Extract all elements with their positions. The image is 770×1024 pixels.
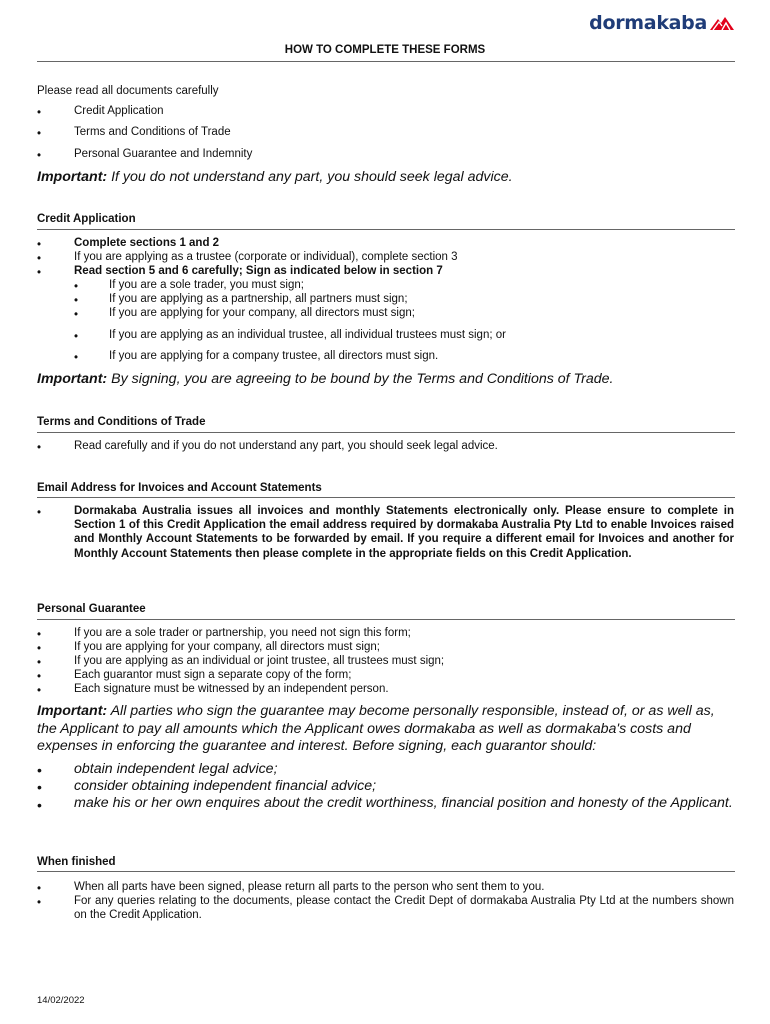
important-label: Important: bbox=[37, 169, 108, 185]
list-item: Each guarantor must sign a separate copy of the form; bbox=[74, 669, 352, 681]
sub-list-item: If you are applying as a partnership, all partners must sign; bbox=[109, 293, 408, 305]
footer-date: 14/02/2022 bbox=[37, 995, 85, 1006]
list-item: Credit Application bbox=[74, 105, 164, 117]
list-item: If you are applying as a trustee (corporate or individual), complete section 3 bbox=[74, 251, 458, 263]
list-item: If you are a sole trader or partnership, you need not sign this form; bbox=[74, 627, 411, 639]
dormakaba-logo bbox=[589, 12, 734, 34]
bullet: • bbox=[37, 671, 42, 683]
bullet: • bbox=[37, 685, 42, 697]
section-divider bbox=[37, 497, 735, 498]
sub-list-item: If you are applying for your company, all directors must sign; bbox=[109, 307, 415, 319]
list-item: Read section 5 and 6 carefully; Sign as indicated below in section 7 bbox=[74, 265, 443, 277]
section-divider bbox=[37, 229, 735, 230]
logo-mark-icon bbox=[710, 16, 734, 30]
sub-list-item: If you are a sole trader, you must sign; bbox=[109, 279, 304, 291]
bullet: • bbox=[74, 331, 79, 343]
bullet: • bbox=[37, 629, 42, 641]
important-text: If you do not understand any part, you should seek legal advice. bbox=[111, 169, 513, 185]
bullet: • bbox=[37, 253, 42, 265]
important-list-item: consider obtaining independent financial advice; bbox=[74, 778, 377, 794]
bullet: • bbox=[74, 295, 79, 307]
bullet: • bbox=[74, 281, 79, 293]
section-heading: Personal Guarantee bbox=[37, 603, 146, 615]
bullet: • bbox=[37, 239, 42, 251]
important-text: By signing, you are agreeing to be bound by the Terms and Conditions of Trade. bbox=[111, 371, 614, 387]
section-divider bbox=[37, 619, 735, 620]
bullet: • bbox=[37, 797, 42, 813]
important-text: All parties who sign the guarantee may become personally responsible, instead of, or as well as, the Applicant to pay all amounts which the Applicant owes dormakaba as well as dormakaba's costs and expenses in enforcing the guarantee and interest. Before signing, each guarantor should: bbox=[37, 703, 715, 754]
bullet: • bbox=[74, 309, 79, 321]
bullet: • bbox=[37, 267, 42, 279]
bullet: • bbox=[37, 779, 42, 795]
list-item: When all parts have been signed, please return all parts to the person who sent them to you. bbox=[74, 881, 545, 893]
list-item: Terms and Conditions of Trade bbox=[74, 126, 231, 138]
section-divider bbox=[37, 871, 735, 872]
bullet: • bbox=[37, 107, 42, 119]
bullet: • bbox=[37, 150, 42, 162]
list-item: For any queries relating to the documents, please contact the Credit Dept of dormakaba Australia Pty Ltd at the numbers shown on the Credit Application. bbox=[74, 895, 734, 922]
bullet: • bbox=[37, 897, 42, 909]
title-divider bbox=[37, 61, 735, 62]
section-heading: Terms and Conditions of Trade bbox=[37, 416, 206, 428]
important-label: Important: bbox=[37, 371, 108, 387]
bullet: • bbox=[74, 352, 79, 364]
sub-list-item: If you are applying for a company trustee, all directors must sign. bbox=[109, 350, 439, 362]
logo-text: dormakaba bbox=[589, 12, 707, 34]
list-item: Personal Guarantee and Indemnity bbox=[74, 148, 253, 160]
important-note bbox=[37, 703, 735, 756]
list-item: If you are applying as an individual or joint trustee, all trustees must sign; bbox=[74, 655, 445, 667]
bullet: • bbox=[37, 657, 42, 669]
list-item: If you are applying for your company, all directors must sign; bbox=[74, 641, 380, 653]
bullet: • bbox=[37, 442, 42, 454]
page-title: HOW TO COMPLETE THESE FORMS bbox=[284, 44, 486, 56]
list-item: Each signature must be witnessed by an independent person. bbox=[74, 683, 389, 695]
section-heading: Credit Application bbox=[37, 213, 136, 225]
bullet: • bbox=[37, 507, 42, 519]
section-heading: Email Address for Invoices and Account Statements bbox=[37, 482, 322, 494]
important-list-item: obtain independent legal advice; bbox=[74, 761, 278, 777]
bullet: • bbox=[37, 643, 42, 655]
bullet: • bbox=[37, 883, 42, 895]
section-heading: When finished bbox=[37, 856, 116, 868]
important-label: Important: bbox=[37, 703, 108, 719]
important-note bbox=[37, 370, 614, 388]
sub-list-item: If you are applying as an individual trustee, all individual trustees must sign; or bbox=[109, 329, 506, 341]
bullet: • bbox=[37, 762, 42, 778]
list-item: Read carefully and if you do not understand any part, you should seek legal advice. bbox=[74, 440, 498, 452]
section-divider bbox=[37, 432, 735, 433]
intro-lead: Please read all documents carefully bbox=[37, 85, 219, 97]
list-item: Complete sections 1 and 2 bbox=[74, 237, 220, 249]
bullet: • bbox=[37, 128, 42, 140]
email-paragraph: Dormakaba Australia issues all invoices and monthly Statements electronically only. Please ensure to complete in Section 1 of this Credit Application the email address required by dormakaba Australia Pty Ltd to enable Invoices raised and Monthly Account Statements to be forwarded by email. If you require a different email for Invoices and another for Monthly Account Statements then please complete in the appropriate fields on this Credit Application. bbox=[74, 505, 734, 560]
important-list-item: make his or her own enquires about the credit worthiness, financial position and honesty of the Applicant. bbox=[74, 795, 733, 811]
important-note bbox=[37, 168, 513, 186]
